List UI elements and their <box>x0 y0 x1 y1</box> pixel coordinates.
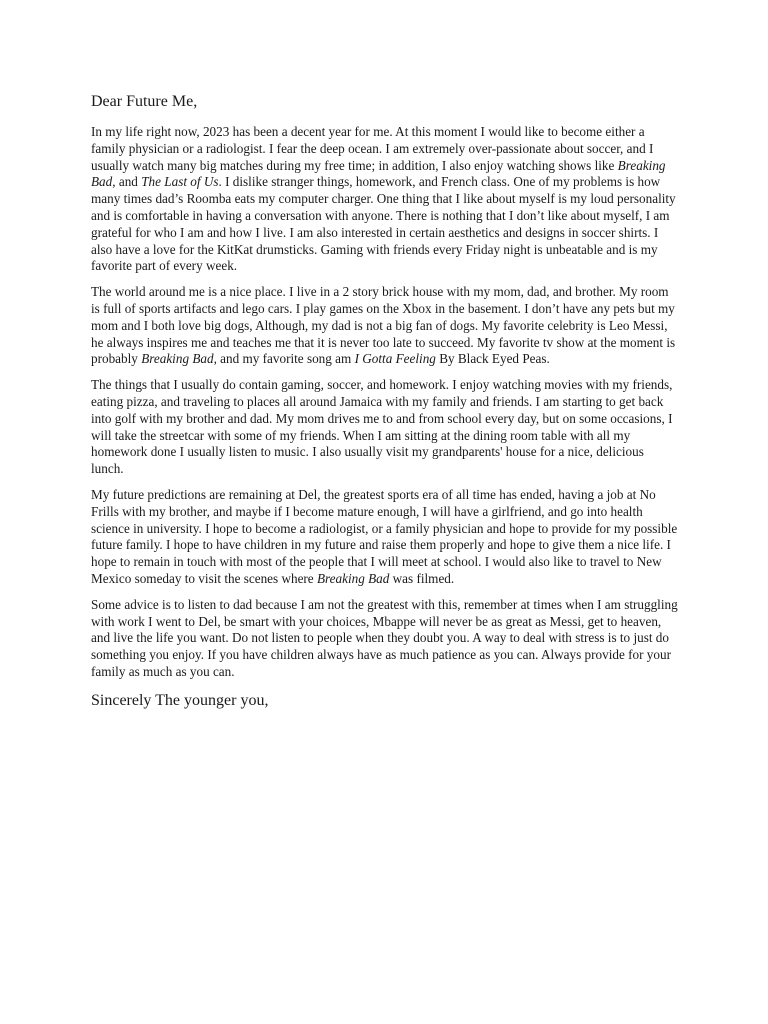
text-run: . I dislike stranger things, homework, and French class. One of my problems is how many times dad’s Roomba eats my computer charger. One thing that I like about myself is my loud personality and is comfortable in having a conversation with anyone. There is nothing that I don’t like about myself, I am grateful for who I am and how I live. I am also interested in certain aesthetics and designs in soccer shirts. I also have a love for the KitKat drumsticks. Gaming with friends every Friday night is unbeatable and is my favorite part of every week. <box>91 174 676 274</box>
letter-body <box>91 92 679 711</box>
show-title: Breaking Bad <box>141 351 214 367</box>
paragraph-advice: Some advice is to listen to dad because I am not the greatest with this, remember at times when I am struggling with work I went to Del, be smart with your choices, Mbappe will never be as great as Messi, get to heaven, and live the life you want. Do not listen to people when they doubt you. A way to deal with stress is to just do something you enjoy. If you have children always have as much patience as you can. Always provide for your family as much as you can. <box>91 596 678 679</box>
text-run: My future predictions are remaining at Del, the greatest sports era of all time has ended, having a job at No Frills with my brother, and maybe if I become mature enough, I will have a girlfriend, and go into health science in university. I hope to become a radiologist, or a family physician and hope to provide for my possible future family. I hope to have children in my future and raise them properly and hope to give them a nice life. I hope to remain in touch with most of the people that I will meet at school. I would also like to travel to New Mexico someday to visit the scenes where <box>91 486 678 586</box>
show-title: The Last of Us <box>141 174 219 190</box>
salutation: Dear Future Me, <box>91 93 198 110</box>
paragraph-future-predictions <box>91 487 679 588</box>
text-run: In my life right now, 2023 has been a decent year for me. At this moment I would like to become either a family physician or a radiologist. I fear the deep ocean. I am extremely over-passionate about soccer, and I usually watch many big matches during my free time; in addition, I also enjoy watching shows like <box>91 124 654 173</box>
show-title: Breaking Bad <box>316 570 390 586</box>
closing-signoff: Sincerely The younger you, <box>91 691 269 709</box>
text-run: , and <box>112 174 142 190</box>
paragraph-things-i-do: The things that I usually do contain gaming, soccer, and homework. I enjoy watching movies with my friends, eating pizza, and traveling to places all around Jamaica with my family and friends. I am starting to get back into golf with my brother and dad. My mom drives me to and from school every day, but on some occasions, I will take the streetcar with some of my friends. When I am sitting at the dining room table with all my homework done I usually listen to music. I also usually visit my grandparents' house for a nice, delicious lunch. <box>91 377 673 477</box>
paragraph-world-around-me <box>91 284 679 368</box>
show-title: Breaking Bad <box>91 157 666 190</box>
text-run: The world around me is a nice place. I live in a 2 story brick house with my mom, dad, and brother. My room is full of sports artifacts and lego cars. I play games on the Xbox in the basement. I don’t have any pets but my mom and I both love big dogs, Although, my dad is not a big fan of dogs. My favorite celebrity is Leo Messi, he always inspires me and teaches me that it is never too late to succeed. My favorite tv show at the moment is probably <box>91 284 676 367</box>
song-title: I Gotta Feeling <box>354 351 436 367</box>
text-run: was filmed. <box>389 570 455 586</box>
paragraph-about-me <box>91 124 679 275</box>
text-run: By Black Eyed Peas. <box>435 351 550 367</box>
text-run: , and my favorite song am <box>213 351 355 367</box>
